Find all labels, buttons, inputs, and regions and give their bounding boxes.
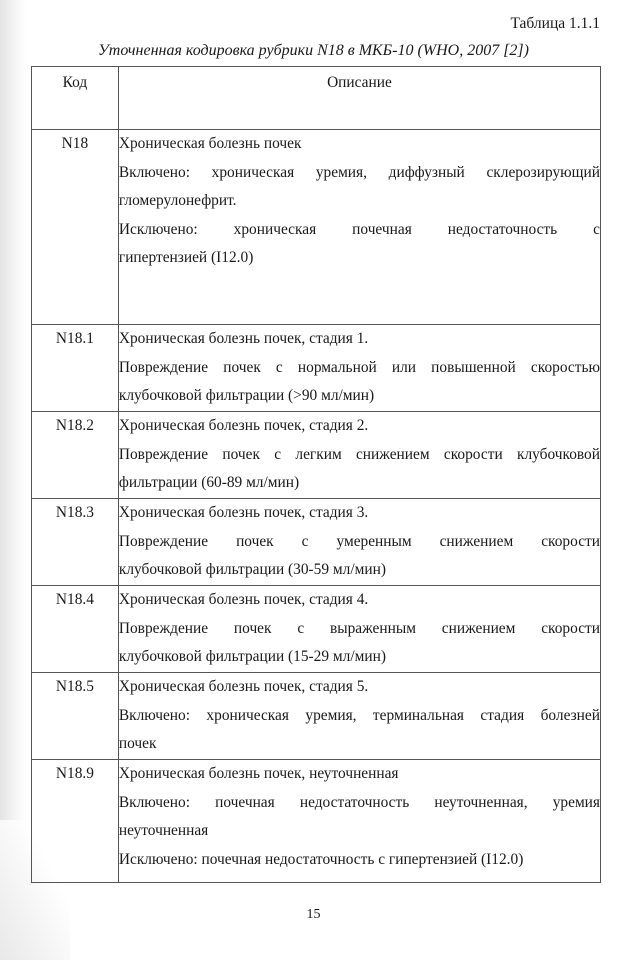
row-description <box>118 499 600 586</box>
description-line: неуточненная <box>118 822 209 839</box>
description-line: Включено: хроническая уремия, диффузный склерозирующий <box>118 163 600 181</box>
table-row <box>32 673 601 760</box>
description-line: клубочковой фильтрации (>90 мл/мин) <box>118 387 375 404</box>
description-line: Хроническая болезнь почек, стадия 5. <box>118 678 369 695</box>
row-code: N18.2 <box>32 412 119 499</box>
table-row <box>32 499 601 586</box>
row-description <box>118 130 600 325</box>
description-line: клубочковой фильтрации (15-29 мл/мин) <box>118 648 386 665</box>
description-line: Хроническая болезнь почек, неуточненная <box>118 765 399 782</box>
row-description <box>118 760 600 883</box>
description-line: Хроническая болезнь почек, стадия 1. <box>118 330 369 347</box>
description-line: Повреждение почек с легким снижением скорости клубочковой <box>118 445 600 463</box>
table-number-label: Таблица 1.1.1 <box>510 15 600 32</box>
description-line: Включено: почечная недостаточность неуточненная, уремия <box>118 793 600 811</box>
header-code: Код <box>32 67 119 130</box>
description-line: фильтрации (60-89 мл/мин) <box>118 474 300 491</box>
row-code: N18 <box>32 130 119 325</box>
table-header-row <box>32 67 601 130</box>
description-line: гипертензией (I12.0) <box>118 249 254 266</box>
description-line: Повреждение почек с нормальной или повышенной скоростью <box>118 358 600 376</box>
row-code: N18.3 <box>32 499 119 586</box>
table-row <box>32 325 601 412</box>
table-row <box>32 586 601 673</box>
table-caption: Уточненная кодировка рубрики N18 в МКБ-10 (WHO, 2007 [2]) <box>98 42 529 59</box>
table-row <box>32 760 601 883</box>
description-line: почек <box>118 735 157 752</box>
page-number: 15 <box>306 907 321 922</box>
description-line: Исключено: хроническая почечная недостаточность с <box>118 220 600 238</box>
header-description: Описание <box>118 67 600 130</box>
description-line: Повреждение почек с умеренным снижением скорости <box>118 532 600 550</box>
description-line: гломерулонефрит. <box>118 192 237 209</box>
row-code: N18.1 <box>32 325 119 412</box>
description-line: Хроническая болезнь почек, стадия 3. <box>118 504 369 521</box>
row-code: N18.4 <box>32 586 119 673</box>
table-row <box>32 412 601 499</box>
scan-edge-shadow <box>0 0 26 960</box>
row-description <box>118 673 600 760</box>
description-line: клубочковой фильтрации (30-59 мл/мин) <box>118 561 386 578</box>
row-code: N18.9 <box>32 760 119 883</box>
row-description <box>118 412 600 499</box>
description-line: Исключено: почечная недостаточность с гипертензией (I12.0) <box>118 850 524 868</box>
row-description <box>118 586 600 673</box>
description-line: Хроническая болезнь почек, стадия 2. <box>118 417 369 434</box>
row-description <box>118 325 600 412</box>
row-code: N18.5 <box>32 673 119 760</box>
description-line: Хроническая болезнь почек <box>118 135 302 152</box>
description-line: Включено: хроническая уремия, терминальная стадия болезней <box>118 706 600 724</box>
icd-code-table <box>31 66 601 883</box>
table-row <box>32 130 601 325</box>
description-line: Хроническая болезнь почек, стадия 4. <box>118 591 369 608</box>
description-line: Повреждение почек с выраженным снижением скорости <box>118 619 600 637</box>
